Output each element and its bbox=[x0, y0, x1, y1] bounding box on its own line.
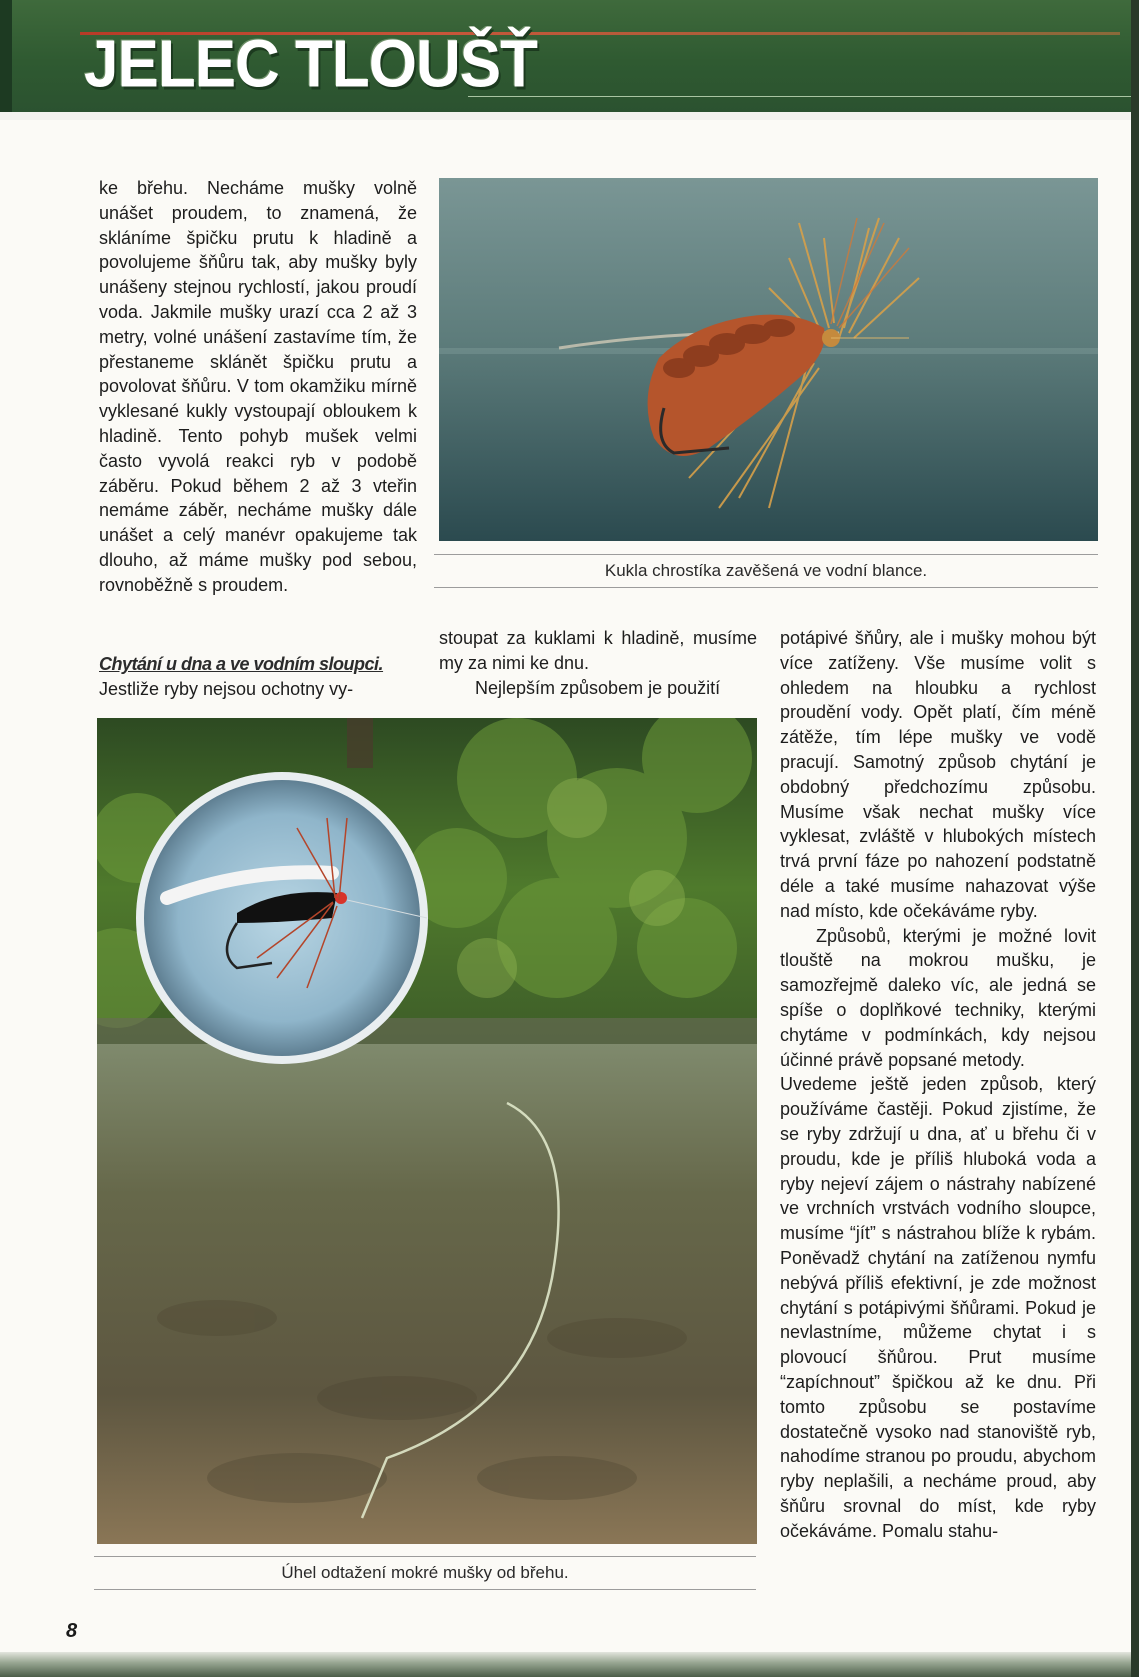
paragraph: Nejlepším způsobem je použití bbox=[475, 677, 721, 698]
river-photo-caption: Úhel odtažení mokré mušky od břehu. bbox=[94, 1556, 756, 1590]
river-photo bbox=[97, 718, 757, 1544]
header-edge bbox=[0, 0, 12, 112]
page-edge bbox=[1131, 0, 1139, 1677]
paragraph: Způsobů, kterými je možné lovit tlouště na mokrou mušku, je samozřejmě daleko víc, ale jedná se spíše o doplňkové techniky, kterými chytáme v podmínkách, kdy nejsou účinné právě popsané metody. bbox=[780, 925, 1096, 1070]
subheading: Chytání u dna a ve vodním sloupci. bbox=[99, 654, 384, 674]
page-title: JELEC TLOUŠŤ bbox=[84, 27, 538, 102]
header-band bbox=[0, 0, 1139, 112]
header-rule-bottom bbox=[468, 96, 1138, 97]
column-2 bbox=[439, 626, 757, 700]
header-strip bbox=[0, 112, 1139, 120]
column-3 bbox=[780, 626, 1096, 1543]
paragraph: stoupat za kuklami k hladině, musíme my za nimi ke dnu. bbox=[439, 628, 757, 673]
paragraph: potápivé šňůry, ale i mušky mohou být více zatíženy. Vše musíme volit s ohledem na hloubku a rychlost proudění vody. Opět platí, čím méně zátěže, tím lépe mušky ve vodě pracují. Samotný způsob chytání je obdobný předchozímu způsobu. Musíme však nechat mušky více vyklesat, zvláště v hlubokých místech trvá první fáze po nahození podstatně déle a také musíme nahazovat výše nad místo, kde očekáváme ryby. bbox=[780, 628, 1096, 921]
caddis-fly-illustration bbox=[439, 178, 1098, 541]
river-scene-illustration bbox=[97, 718, 757, 1544]
paragraph: ke břehu. Necháme mušky volně unášet proudem, to znamená, že skláníme špičku prutu k hladině a povolujeme šňůru tak, aby mušky byly unášeny stejnou rychlostí, jakou proudí voda. Jakmile mušky urazí cca 2 až 3 metry, volné unášení zastavíme tím, že přestaneme sklánět špičku prutu a povolovat šňůru. V tom okamžiku mírně vyklesané kukly vystoupají obloukem k hladině. Tento pohyb mušek velmi často vyvolá reakci ryb v podobě záběru. Pokud během 2 až 3 vteřin nemáme záběr, necháme mušky dále unášet a celý manévr opakujeme tak dlouho, až máme mušky pod sebou, rovnoběžně s proudem. bbox=[99, 178, 417, 595]
paragraph: Jestliže ryby nejsou ochotny vy- bbox=[99, 678, 354, 699]
page-number: 8 bbox=[66, 1620, 78, 1642]
column-1-top bbox=[99, 176, 417, 598]
caddis-pupa-photo bbox=[439, 178, 1098, 541]
paragraph: Uvedeme ještě jeden způsob, který používáme častěji. Pokud zjistíme, že se ryby zdržují u dna, ať u břehu či v proudu, kde je příliš hluboká voda a ryby nejeví zájem o nástrahy nabízené ve vrchních vrstvách vodního sloupce, musíme “jít” s nástrahou blíže k rybám. Poněvadž chytání na zatíženou nymfu nebývá příliš efektivní, je zde možnost chytání s potápivými šňůrami. Pokud je nevlastníme, můžeme chytat i s plovoucí šňůrou. Prut musíme “zapíchnout” špičkou až ke dnu. Při tomto způsobu se postavíme dostatečně vysoko nad stanoviště ryb, nahodíme stranou po proudu, abychom ryby neplašili, a necháme proud, aby šňůru srovnal do míst, kde ryby očekáváme. Pomalu stahu- bbox=[780, 1074, 1096, 1541]
footer-band bbox=[0, 1652, 1139, 1677]
column-1-bottom bbox=[99, 652, 417, 702]
caddis-photo-caption: Kukla chrostíka zavěšená ve vodní blance. bbox=[434, 554, 1098, 588]
